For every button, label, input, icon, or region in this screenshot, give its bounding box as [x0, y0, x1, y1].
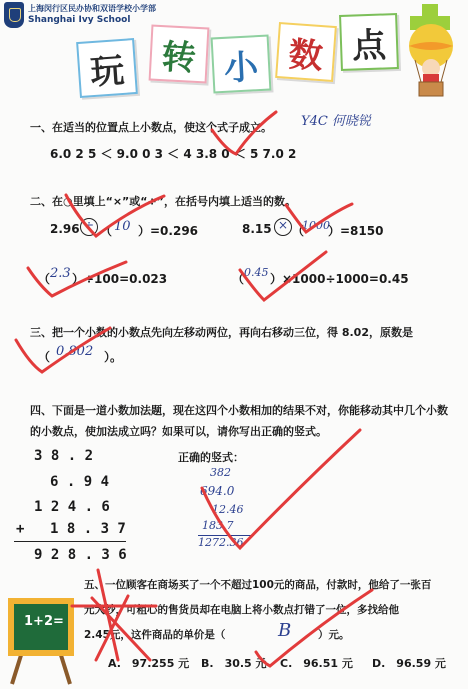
q1-prompt: 一、在适当的位置点上小数点，使这个式子成立。	[30, 121, 272, 134]
q4-hw-4: 183.7	[202, 519, 234, 532]
title-tile-4	[275, 22, 337, 82]
q2c-answer: 2.3	[50, 266, 71, 281]
title-char: 转	[160, 36, 197, 79]
q2c-open-paren: （	[38, 272, 51, 286]
chalkboard-text: 1+2=	[24, 614, 64, 629]
school-logo	[4, 2, 24, 28]
q5-option-b: B. 30.5 元	[201, 657, 267, 670]
school-name-en: Shanghai Ivy School	[28, 15, 131, 25]
title-char: 玩	[88, 50, 126, 93]
title-tile-3	[211, 35, 272, 94]
q4-sum-line	[14, 541, 126, 542]
q5-line2: 元大钞，可粗心的售货员却在电脑上将小数点打错了一位，多找给他	[84, 604, 399, 616]
chalkboard-illustration	[4, 592, 78, 686]
q2a-answer: 10	[114, 219, 131, 234]
q5-answer: B	[278, 620, 292, 641]
q2-prompt: 二、在○里填上“×”或“÷”，在括号内填上适当的数。	[30, 195, 296, 208]
q5-line3-end: ）元。	[318, 629, 350, 641]
q2a-right: ）=0.296	[138, 224, 199, 238]
title-char: 点	[351, 24, 387, 67]
q2b-answer: 1000	[302, 219, 330, 232]
title-char: 小	[223, 46, 260, 89]
school-name-cn: 上海闵行区民办协和双语学校小学部	[28, 4, 156, 13]
title-tile-2	[149, 25, 210, 84]
q2a-open-paren: （	[100, 224, 113, 238]
student-name-note: Y4C 何晓锐	[301, 114, 371, 129]
q2a-op: ÷	[84, 218, 95, 232]
q3-prompt: 三、把一个小数的小数点先向左移动两位，再向右移动三位，得 8.02，原数是	[30, 326, 413, 339]
q3-tail: ）。	[104, 350, 123, 364]
q2b-left: 8.15	[242, 222, 272, 236]
q2b-open-paren: （	[292, 224, 305, 238]
q2d-answer: 0.45	[244, 266, 269, 279]
title-tile-1	[76, 38, 138, 98]
q4-addend-3: 1 2 4 . 6	[34, 499, 110, 515]
q2c-right: ）÷100=0.023	[72, 272, 168, 286]
q3-answer: 0.802	[56, 344, 94, 359]
q4-prompt-line1: 四、下面是一道小数加法题，现在这四个小数相加的结果不对，你能移动其中几个小数	[30, 404, 448, 417]
q4-plus-sign: +	[16, 521, 25, 537]
q4-hw-3: 12.46	[212, 503, 244, 516]
q4-prompt-line2: 的小数点，使加法成立吗？如果可以，请你写出正确的竖式。	[30, 425, 327, 438]
q3-open-paren: （	[38, 350, 51, 364]
q4-addend-1: 3 8 . 2	[34, 448, 94, 464]
q5-option-d: D. 96.59 元	[372, 657, 446, 670]
q2a-left: 2.96	[50, 222, 80, 236]
title-char: 数	[287, 34, 325, 77]
title-tile-5	[339, 13, 399, 71]
q2b-right: ）=8150	[328, 224, 384, 238]
q2d-open-paren: （	[232, 272, 245, 286]
q4-hw-sum: 1272.36	[198, 536, 244, 549]
q2d-right: ）×1000÷1000=0.45	[270, 272, 409, 286]
q4-addend-4: 1 8 . 3 7	[50, 521, 126, 537]
q5-option-a: A. 97.255 元	[108, 657, 190, 670]
q4-hw-1: 382	[210, 466, 231, 479]
q5-option-c: C. 96.51 元	[280, 657, 353, 670]
balloon-illustration	[398, 2, 464, 114]
q4-addend-2: 6 . 9 4	[50, 474, 110, 490]
q2b-op: ×	[278, 218, 289, 232]
q4-answer-label: 正确的竖式：	[178, 451, 244, 464]
q5-line3: 2.45元，这件商品的单价是（	[84, 629, 226, 641]
q5-line1: 五、一位顾客在商场买了一个不超过100元的商品，付款时，他给了一张百	[84, 579, 432, 591]
q4-hw-2: 694.0	[200, 484, 235, 498]
q1-expression: 6.0 2 5 ＜ 9.0 0 3 ＜ 4 3.8 0 ＜ 5 7.0 2	[50, 147, 297, 161]
q4-sum: 9 2 8 . 3 6	[34, 547, 127, 563]
